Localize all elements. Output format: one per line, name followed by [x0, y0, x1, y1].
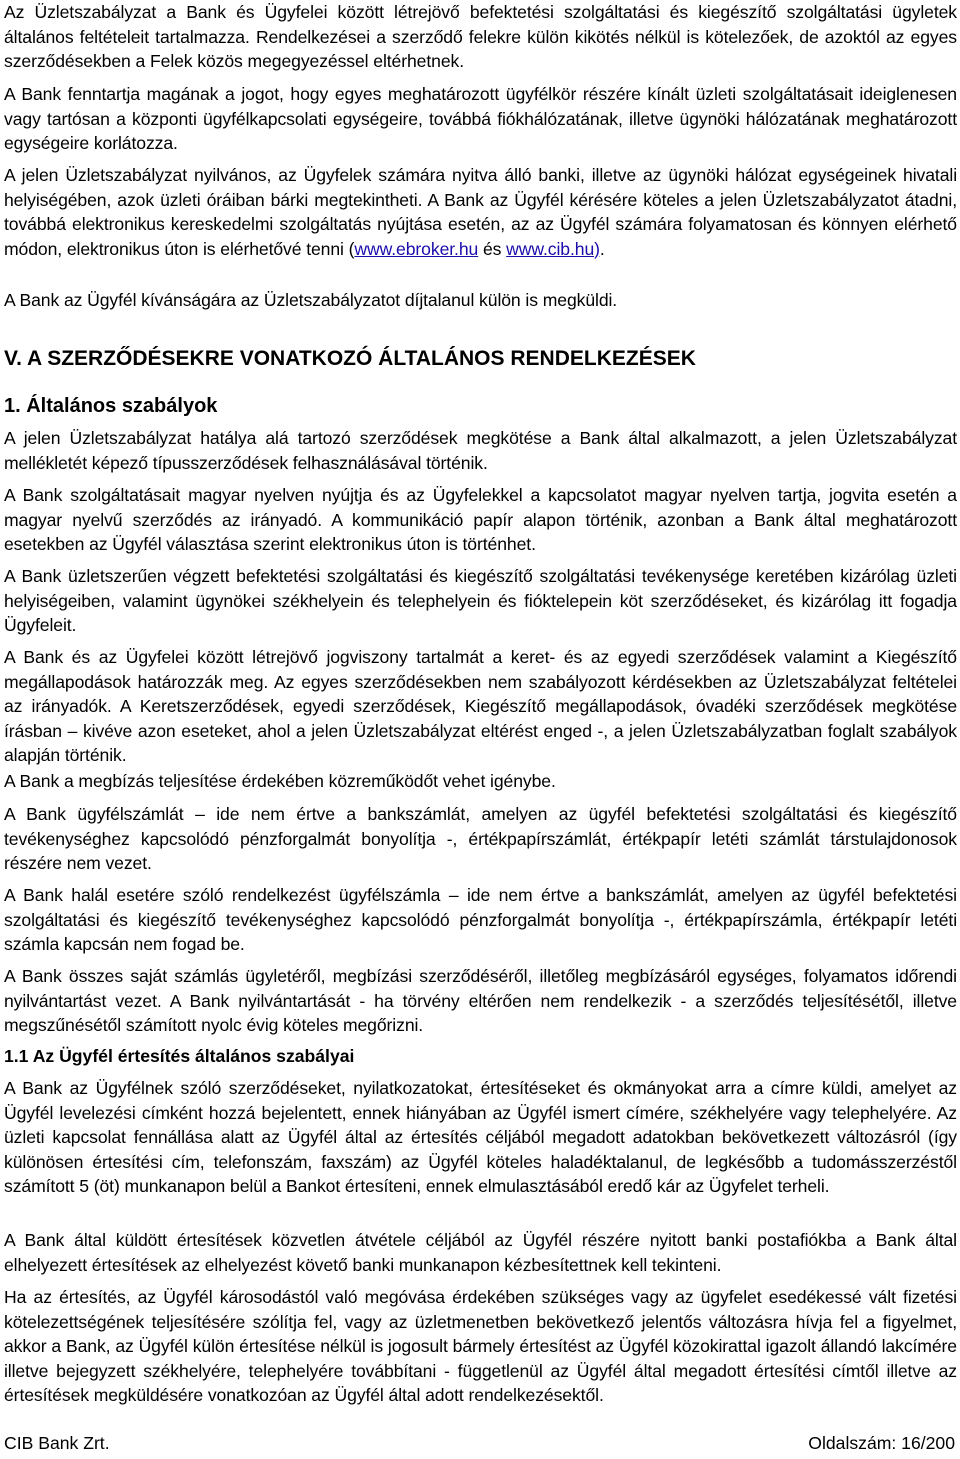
urgent-notice-paragraph: Ha az értesítés, az Ügyfél károsodástól való megóvása érdekében szükséges vagy az ügyfelet esedékessé vált fizetési kötelezettségének teljesítésére szólítja fel, vagy az üzletmenetben bekövetkező jelentős változásra hívja fel a figyelmet, akkor a Bank, az Ügyfél külön értesítése nélkül is jogosult bármely értesítést az Ügyfél közokirattal igazolt állandó lakcímére illetve bejegyzett székhelyére, telephelyére továbbítani - függetlenül az Ügyfél által megadott értesítési címtől illetve az értesítések megküldésére vonatkozóan az Ügyfél által adott rendelkezésektől. [4, 1287, 957, 1405]
death-disposition-paragraph: A Bank halál esetére szóló rendelkezést ügyfélszámla – ide nem értve a bankszámlát, amelyen az ügyfél befektetési szolgáltatási és kiegészítő tevékenységhez kapcsolódó pénzforgalmát bonyolítja -, értékpapírszámla, értékpapír letéti számla kapcsán nem fogad be. [4, 885, 957, 954]
notification-heading: 1.1 Az Ügyfél értesítés általános szabályai [4, 1046, 355, 1066]
scope-paragraph: A jelen Üzletszabályzat hatálya alá tartozó szerződések megkötése a Bank által alkalmazott, a jelen Üzletszabályzat mellékletét képező típusszerződések felhasználásával történik. [4, 428, 957, 473]
cib-link[interactable]: www.cib.hu) [506, 238, 600, 259]
publicity-end: . [599, 238, 605, 259]
free-copy-paragraph: A Bank az Ügyfél kívánságára az Üzletszabályzatot díjtalanul külön is megküldi. [4, 290, 618, 310]
subsection-heading: 1. Általános szabályok [4, 395, 218, 417]
language-paragraph: A Bank szolgáltatásait magyar nyelven nyújtja és az Ügyfelekkel a kapcsolatot magyar nyelven tartja, jogvita esetén a magyar nyelvű szerződés az irányadó. A kommunikáció papír alapon történik, azonban a Bank által meghatározott esetekben az Ügyfél választása szerint elektronikus úton is történhet. [4, 485, 957, 554]
footer-page-number: Oldalszám: 16/200 [808, 1433, 955, 1453]
footer-company: CIB Bank Zrt. [4, 1433, 110, 1453]
page-footer [4, 1433, 955, 1454]
account-paragraph: A Bank ügyfélszámlát – ide nem értve a bankszámlát, amelyen az ügyfél befektetési szolgáltatási és kiegészítő tevékenységhez kapcsolódó pénzforgalmát bonyolítja -, értékpapírszámlát, értékpapír letéti számlát társtulajdonosok részére nem vezet. [4, 804, 957, 873]
notification-paragraph: A Bank az Ügyfélnek szóló szerződéseket, nyilatkozatokat, értesítéseket és okmányokat arra a címre küldi, amelyet az Ügyfél levelezési címként hozzá bejelentett, ennek hiányában az Ügyfél ismert címére, székhelyére vagy telephelyére. Az üzleti kapcsolat fennállása alatt az Ügyfél által az értesítés céljából megadott adatokban bekövetkezett változásról (így különösen értesítési cím, telefonszám, faxszám) az Ügyfél köteles haladéktalanul, de legkésőbb a tudomásszerzéstől számított 5 (öt) munkanapon belül a Bankot értesíteni, ennek elmulasztásából eredő kár az Ügyfelet terheli. [4, 1078, 957, 1196]
premises-paragraph: A Bank üzletszerűen végzett befektetési szolgáltatási és kiegészítő szolgáltatási tevékenysége keretében kizárólag üzleti helyiségeiben, valamint ügynökei székhelyein és telephelyein és fióktelepein köt szerződéseket, és kizárólag itt fogadja Ügyfeleit. [4, 566, 957, 635]
publicity-paragraph [4, 163, 957, 261]
ebroker-link[interactable]: www.ebroker.hu [354, 238, 479, 259]
section-heading: V. A SZERZŐDÉSEKRE VONATKOZÓ ÁLTALÁNOS RENDELKEZÉSEK [4, 347, 696, 370]
records-paragraph: A Bank összes saját számlás ügyletéről, megbízási szerződéséről, illetőleg megbízásáról egységes, folyamatos időrendi nyilvántartást vezet. A Bank nyilvántartását - ha törvény eltérően nem rendelkezik - a szerződés teljesítésétől, illetve megszűnésétől számított nyolc évig köteles megőrizni. [4, 966, 957, 1035]
postbox-paragraph: A Bank által küldött értesítések közvetlen átvétele céljából az Ügyfél részére nyitott banki postafiókba a Bank által elhelyezett értesítések az elhelyezést követő banki munkanapon kézbesítettnek kell tekinteni. [4, 1230, 957, 1275]
intro-paragraph: Az Üzletszabályzat a Bank és Ügyfelei között létrejövő befektetési szolgáltatási és kiegészítő szolgáltatási ügyletek általános feltételeit tartalmazza. Rendelkezései a szerződő felekre külön kikötés nélkül is kötelezőek, de azoktól az egyes szerződésekben a Felek közös megegyezéssel eltérhetnek. [4, 2, 957, 71]
contributor-paragraph: A Bank a megbízás teljesítése érdekében közreműködőt vehet igénybe. [4, 771, 556, 791]
publicity-text: A jelen Üzletszabályzat nyilvános, az Ügyfelek számára nyitva álló banki, illetve az ügynöki hálózat egységeinek hivatali helyiségében, azok üzleti óráiban bárki megtekintheti. A Bank az Ügyfél kérésére köteles a jelen Üzletszabályzatot átadni, továbbá elektronikus kereskedelmi szolgáltatás nyújtása esetén, az az Ügyfél számára folyamatosan és könnyen elérhető módon, elektronikus úton is elérhetővé tenni ( [4, 165, 957, 259]
publicity-and: és [478, 238, 507, 259]
relationship-paragraph: A Bank és az Ügyfelei között létrejövő jogviszony tartalmát a keret- és az egyedi szerződések valamint a Kiegészítő megállapodások határozzák meg. Az egyes szerződésekben nem szabályozott kérdésekben az Üzletszabályzat feltételei az irányadók. A Keretszerződések, egyedi szerződések, Kiegészítő megállapodások, óvadéki szerződések megkötése írásban – kivéve azon eseteket, ahol a jelen Üzletszabályzat eltérést enged -, a jelen Üzletszabályzatban foglalt szabályok alapján történik. [4, 647, 957, 765]
restriction-paragraph: A Bank fenntartja magának a jogot, hogy egyes meghatározott ügyfélkör részére kínált üzleti szolgáltatásait ideiglenesen vagy tartósan a központi ügyfélkapcsolati egységeire, továbbá fiókhálózatának, illetve ügynöki hálózatának meghatározott egységeire korlátozza. [4, 84, 957, 153]
